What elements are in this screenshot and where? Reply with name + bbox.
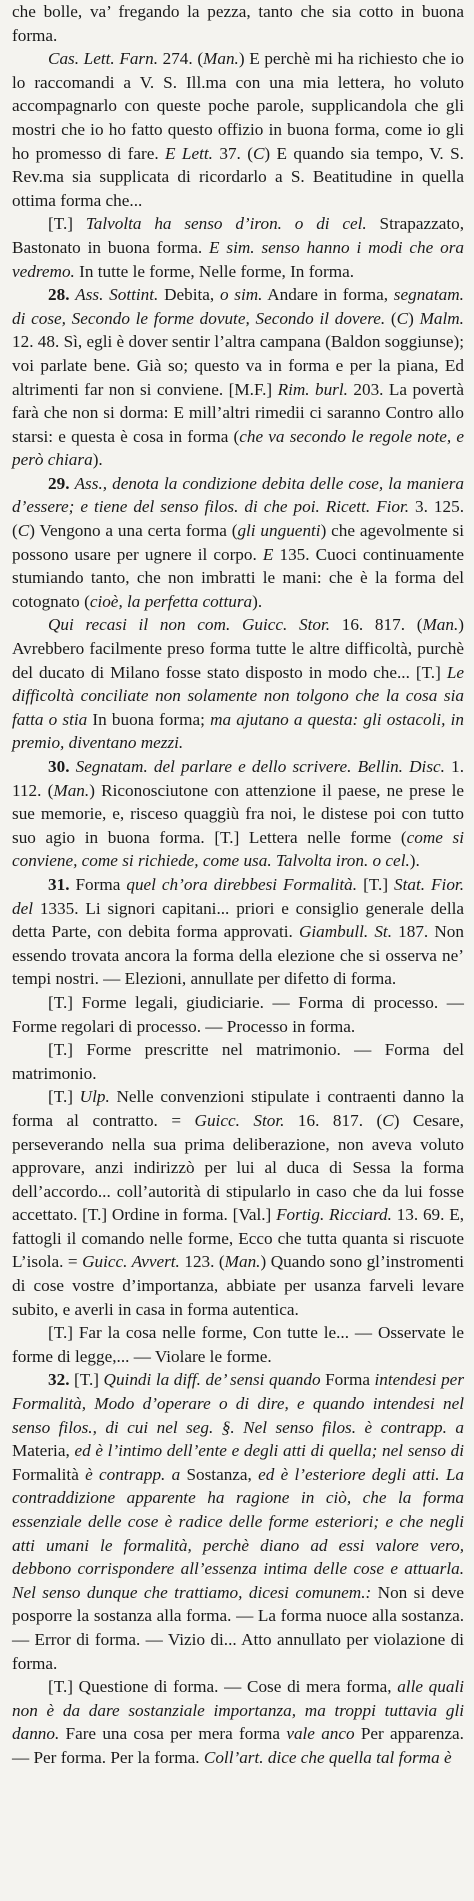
paragraph: 29. Ass., denota la condizione debita delle cose, la maniera d’essere; e tiene del senso filos. di che poi. Ricett. Fior. 3. 125. (C) Vengono a una certa forma (gli unguenti) che agevolmente si possono usare per ugnere il corpo. E 135. Cuoci continuamente stumiando tanto, che non imbratti le mani: che è la forma del cotognato (cioè, la perfetta cottura). bbox=[12, 473, 465, 611]
paragraph: [T.] Questione di forma. — Cose di mera forma, alle quali non è da dare sostanziale importanza, ma troppi tuttavia gli danno. Fare una cosa per mera forma vale anco Per apparenza. — Per forma. Per la forma. Coll’art. dice che quella tal forma è bbox=[12, 1677, 464, 1767]
paragraph: 31. Forma quel ch’ora direbbesi Formalità. [T.] Stat. Fior. del 1335. Li signori capitani... priori e consiglio generale della detta Parte, con debita forma approvati. Giambull. St. 187. Non essendo trovata ancora la forma della elezione che si osserva ne’ tempi nostri. — Elezioni, annullate per difetto di forma. bbox=[12, 874, 465, 989]
paragraph: Cas. Lett. Farn. 274. (Man.) E perchè mi ha richiesto che io lo raccomandi a V. S. Ill.ma con una mia lettera, ho voluto accompagnarlo con queste poche parole, supplicandola che gli mostri che io ho fatto questo offizio in buona forma, come io gli ho promesso di fare. E Lett. 37. (C) E quando sia tempo, V. S. Rev.ma sia supplicata di ricordarlo a S. Beatitudine in quella ottima forma che... bbox=[12, 49, 464, 210]
text-column bbox=[12, 0, 464, 1770]
paragraph: [T.] Talvolta ha senso d’iron. o di cel. Strapazzato, Bastonato in buona forma. E sim. senso hanno i modi che ora vedremo. In tutte le forme, Nelle forme, In forma. bbox=[12, 214, 464, 281]
paragraph: 28. Ass. Sottint. Debita, o sim. Andare in forma, segnatam. di cose, Secondo le forme dovute, Secondo il dovere. (C) Malm. 12. 48. Sì, egli è dover sentir l’altra campana (Baldon soggiunse); voi parlate bene. Già so; questo va in forma e per la piana, Ed altrimenti far non si conviene. [M.F.] Rim. burl. 203. La povertà farà che non si dorma: E mill’altri rimedii ci saranno Contro allo starsi: e questa è cosa in forma (che va secondo le regole note, e però chiara). bbox=[12, 285, 465, 470]
paragraph: [T.] Ulp. Nelle convenzioni stipulate i contraenti danno la forma al contratto. = Guicc. Stor. 16. 817. (C) Cesare, perseverando nella sua prima deliberazione, non aveva voluto approvare, anzi indirizzò per lui al duca di Sessa la forma dell’accordo... coll’autorità di stipularlo in caso che da lui fosse accettato. [T.] Ordine in forma. [Val.] Fortig. Ricciard. 13. 69. E, fattogli il comando nelle forme, Ecco che tutta quanta si riscuote L’isola. = Guicc. Avvert. 123. (Man.) Quando sono gl’instromenti di cose vostre d’importanza, abbiate per usanza farveli levare subito, e averli in casa in forma autentica. bbox=[12, 1087, 464, 1319]
paragraph: Qui recasi il non com. Guicc. Stor. 16. 817. (Man.) Avrebbero facilmente preso forma tutte le altre difficoltà, purchè del ducato di Milano fosse stato disposto in modo che... [T.] Le difficoltà conciliate non solamente non tolgono che la cosa sia fatta o stia In buona forma; ma ajutano a questa: gli ostacoli, in premio, diventano mezzi. bbox=[12, 615, 464, 753]
paragraph: che bolle, va’ fregando la pezza, tanto che sia cotto in buona forma. bbox=[12, 2, 464, 45]
paragraph: [T.] Forme prescritte nel matrimonio. — Forma del matrimonio. bbox=[12, 1040, 464, 1083]
paragraph: 30. Segnatam. del parlare e dello scrivere. Bellin. Disc. 1. 112. (Man.) Riconosciutone con attenzione il paese, ne prese le sue memorie, e, risceso quaggiù fra noi, le distese poi con tutto suo agio in buona forma. [T.] Lettera nelle forme (come si conviene, come si richiede, come usa. Talvolta iron. o cel.). bbox=[12, 757, 465, 871]
paragraph: [T.] Far la cosa nelle forme, Con tutte le... — Osservate le forme di legge,... — Violare le forme. bbox=[12, 1323, 464, 1366]
paragraph: [T.] Forme legali, giudiciarie. — Forma di processo. — Forme regolari di processo. — Processo in forma. bbox=[12, 992, 464, 1036]
paragraph: 32. [T.] Quindi la diff. de’ sensi quando Forma intendesi per Formalità, Modo d’operare o di dire, e quando intendesi nel senso filos., di cui nel seg. §. Nel senso filos. è contrapp. a Materia, ed è l’intimo dell’ente e degli atti di quella; nel senso di Formalità è contrapp. a Sostanza, ed è l’esteriore degli atti. La contraddizione apparente ha ragione in ciò, che la forma essenziale delle cose è radice delle forme esteriori; e che negli atti umani le formalità, perchè diano ad essi valore vero, debbono corrispondere all’essenza intima delle cose e attuarla. Nel senso dunque che trattiamo, dicesi comunem.: Non si deve posporre la sostanza alla forma. — La forma nuoce alla sostanza. — Error di forma. — Vizio di... Atto annullato per violazione di forma. bbox=[12, 1370, 465, 1673]
